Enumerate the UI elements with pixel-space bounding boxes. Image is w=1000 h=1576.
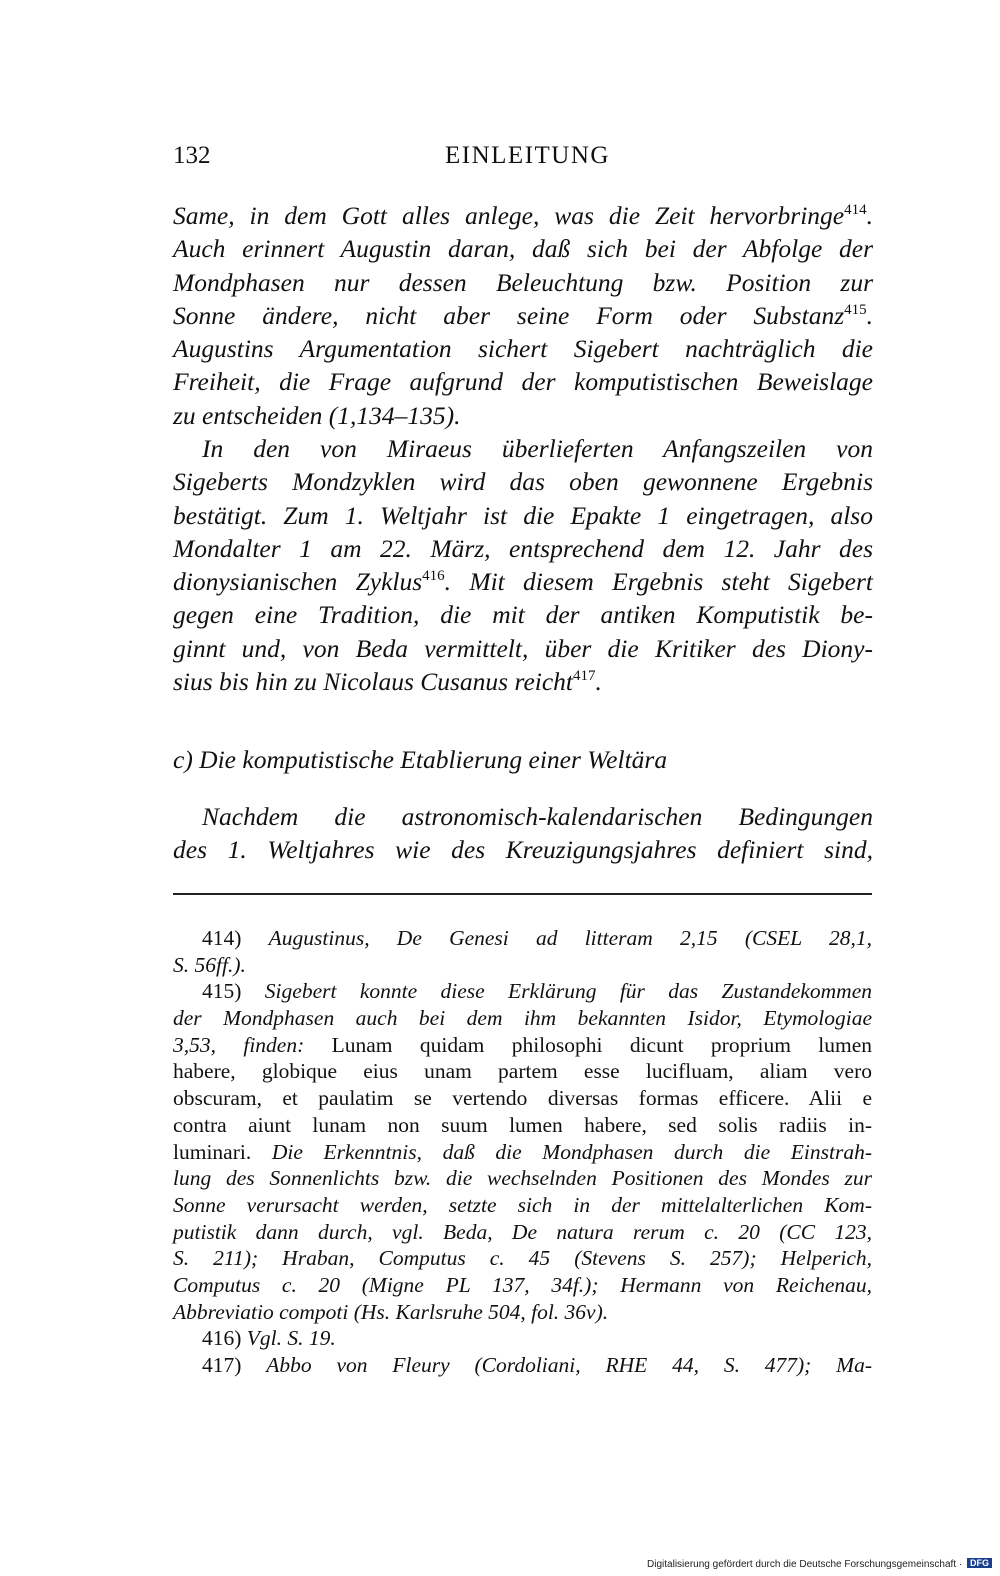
text-line: Auch erinnert Augustin daran, daß sich bei der Abfolge der [173,234,873,264]
dfg-logo: DFG [967,1558,992,1568]
footnote-ref-415[interactable]: 415 [844,301,867,318]
footnote-414: 414) Augustinus, De Genesi ad litteram 2,15 (CSEL 28,1, S. 56ff.). [173,926,872,977]
text-line: Freiheit, die Frage aufgrund der komputistischen Beweislage [173,367,873,397]
text-line: gegen eine Tradition, die mit der antiken Komputistik be- [173,600,873,630]
footer-text: Digitalisierung gefördert durch die Deutsche Forschungsgemeinschaft · [647,1559,963,1570]
footnote-number: 417) [202,1353,242,1377]
text-line: Same, in dem Gott alles anlege, was die Zeit hervorbringe$^{414}$. [173,201,873,230]
text-line: Augustins Argumentation sichert Sigebert nachträglich die [173,334,873,364]
footnote-ref-417[interactable]: 417 [573,668,596,685]
text-line: ginnt und, von Beda vermittelt, über die Kritiker des Diony- [173,633,873,663]
footnotes [173,925,872,1379]
footnote-416: 416) Vgl. S. 19. [202,1326,336,1351]
footnote-ref-414[interactable]: 414 [844,202,867,218]
footnote-415: 415) Sigebert konnte diese Erklärung für das Zustandekommen der Mondphasen auch bei dem ihm bekannten Isidor, Etymologiae 3,53, finden: Lunam quidam philosophi dicunt proprium lumen habere, globique eius unam partem esse lucifluam, aliam vero obscuram, et paulatim se vertendo diversas formas efficere. Alii e contra aiunt lunam non suum lumen habere, sed solis radiis in- luminari. Die Erkenntnis, daß die Mondphasen durch die Einstrah- lung des Sonnenlichts bzw. die wechselnden Positionen des Mondes zur Sonne verursacht werden, setzte sich in der mittelalterlichen Kom- putistik dann durch, vgl. Beda, De natura rerum c. 20 (CC 123, S. 211); Hraban, Computus c. 45 (Stevens S. 257); Helperich, Computus c. 20 (Migne PL 137, 34f.); Hermann von Reichenau, Abbreviatio compoti (Hs. Karlsruhe 504, fol. 36v). [173,979,873,1324]
page-number: 132 [173,142,211,169]
section-heading: c) Die komputistische Etablierung einer Weltära [173,745,668,774]
text-line: Mondalter 1 am 22. März, entsprechend dem 12. Jahr des [173,533,873,563]
footnote-number: 414) [202,926,242,950]
running-header [173,142,873,182]
text-line: zu entscheiden (1,134–135). [173,400,461,430]
digitization-footer [647,1558,992,1570]
footnote-ref-416[interactable]: 416 [422,568,445,585]
footnote-417: 417) Abbo von Fleury (Cordoliani, RHE 44, S. 477); Ma- [202,1353,873,1377]
text-line: des 1. Weltjahres wie des Kreuzigungsjahres definiert sind, [173,835,873,865]
running-title: EINLEITUNG [445,142,610,169]
text-line: Sonne ändere, nicht aber seine Form oder Substanz$^{415}$. [173,300,873,330]
text-line: Nachdem die astronomisch-kalendarischen Bedingungen [202,802,873,831]
text-line: sius bis hin zu Nicolaus Cusanus reicht$^{417}$. [173,667,602,697]
paragraph-2 [173,432,873,698]
text-line: Mondphasen nur dessen Beleuchtung bzw. Position zur [173,267,873,297]
footnote-number: 415) [202,979,242,1004]
text-line: bestätigt. Zum 1. Weltjahr ist die Epakte 1 eingetragen, also [173,500,873,530]
footnote-separator [173,893,872,895]
footnote-number: 416) [202,1326,242,1351]
text-line: dionysianischen Zyklus$^{416}$. Mit diesem Ergebnis steht Sigebert [173,567,873,597]
paragraph-1 [173,199,873,432]
text-line: In den von Miraeus überlieferten Anfangszeilen von [202,434,873,463]
paragraph-3 [173,800,873,867]
text-line: Sigeberts Mondzyklen wird das oben gewonnene Ergebnis [173,467,873,497]
